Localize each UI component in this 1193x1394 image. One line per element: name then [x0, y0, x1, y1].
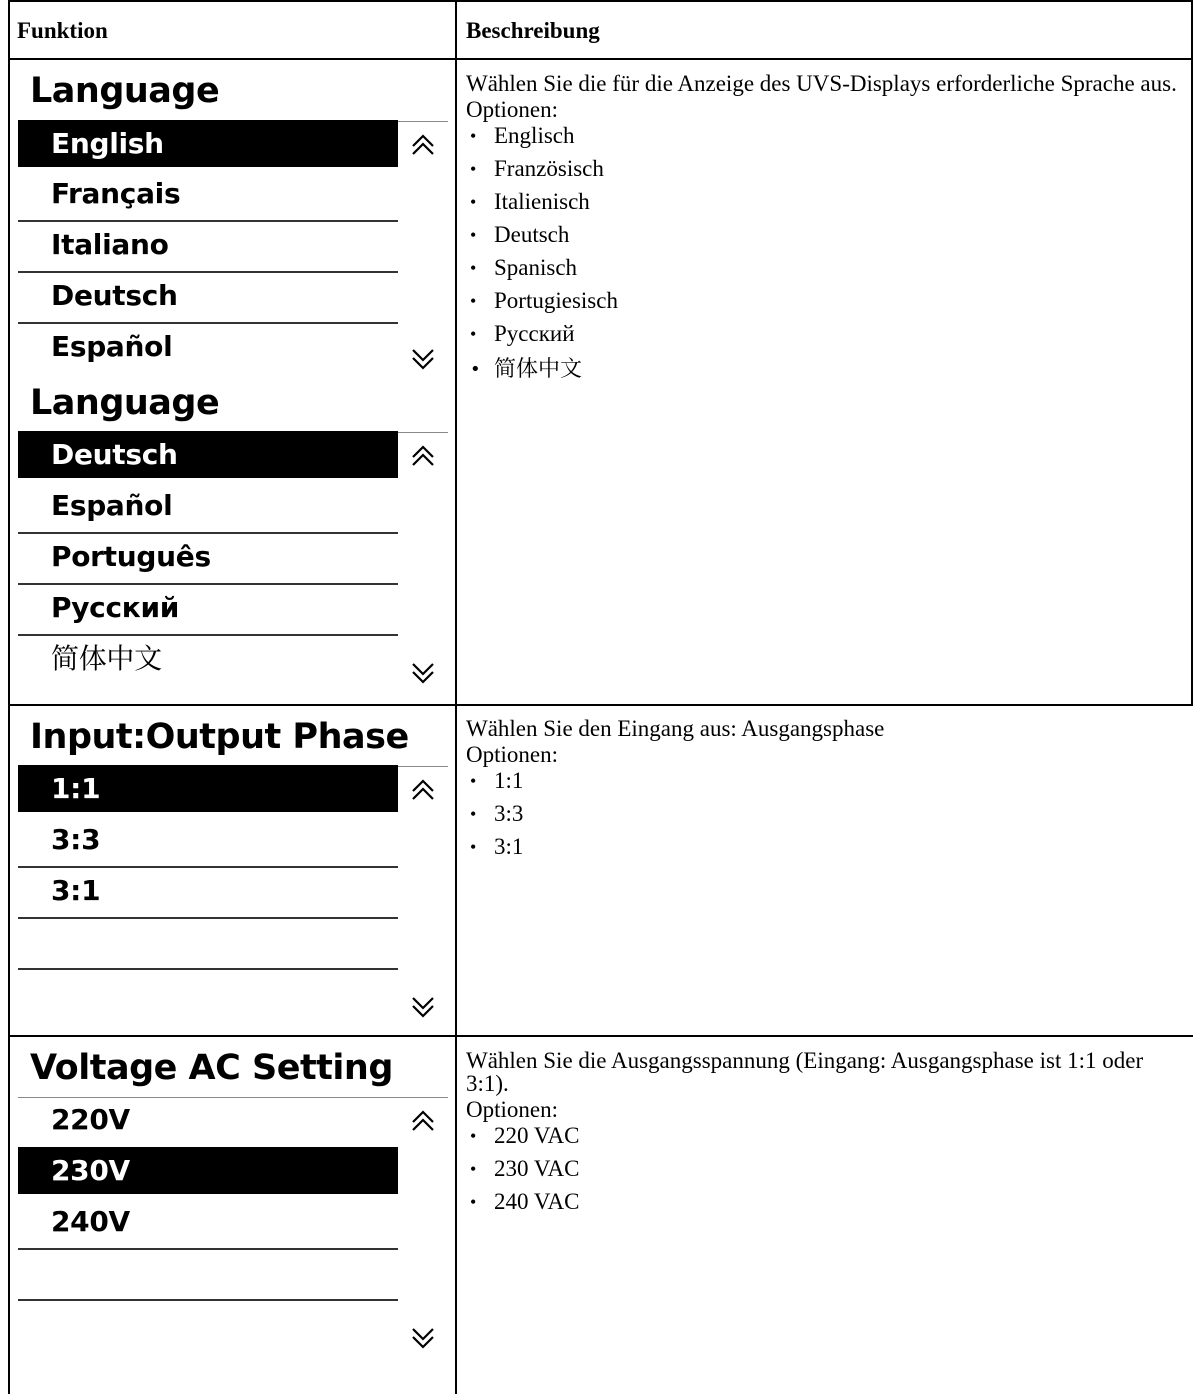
column-divider — [455, 0, 457, 1394]
description-voltage — [466, 1049, 1188, 1214]
chevron-double-up-icon[interactable] — [410, 443, 436, 469]
option-francais[interactable]: Français — [51, 177, 181, 210]
option-english[interactable]: English — [18, 120, 398, 167]
chevron-double-down-icon[interactable] — [410, 994, 436, 1020]
row-divider-1 — [8, 704, 1193, 706]
screen-title: Language — [30, 71, 220, 111]
option-deutsch[interactable]: Deutsch — [18, 431, 398, 478]
options-list — [466, 124, 1188, 382]
list-item: • 3:3 — [466, 802, 1188, 826]
list-item: • 240 VAC — [466, 1190, 1188, 1214]
header-description: Beschreibung — [466, 18, 600, 43]
option-deutsch[interactable]: Deutsch — [51, 279, 178, 312]
list-item: • Portugiesisch — [466, 289, 1188, 313]
option-portugues[interactable]: Português — [51, 540, 211, 573]
list-item: • Italienisch — [466, 190, 1188, 214]
option-empty — [18, 969, 398, 1016]
list-item: • Spanisch — [466, 256, 1188, 280]
chevron-double-up-icon[interactable] — [410, 777, 436, 803]
voltage-screen — [18, 1043, 448, 1361]
list-item: • Französisch — [466, 157, 1188, 181]
list-item: • Русский — [466, 322, 1188, 346]
option-chinese[interactable]: 简体中文 — [51, 642, 162, 675]
options-list — [466, 1124, 1188, 1214]
chevron-double-down-icon[interactable] — [410, 1325, 436, 1351]
list-item: • 简体中文 — [466, 358, 1188, 382]
description-intro: Wählen Sie die für die Anzeige des UVS-Displays erforderliche Sprache aus. — [466, 71, 1177, 96]
screen-title: Voltage AC Setting — [30, 1048, 393, 1088]
language-screen-1 — [18, 66, 448, 374]
list-item: • 1:1 — [466, 769, 1188, 793]
option-empty — [18, 1249, 398, 1296]
option-italiano[interactable]: Italiano — [51, 228, 169, 261]
header-divider — [8, 58, 1193, 60]
row-divider-2 — [8, 1035, 1193, 1037]
option-empty — [18, 918, 398, 965]
table-border-left — [8, 0, 10, 1394]
screen-title: Language — [30, 383, 220, 423]
description-language — [466, 72, 1188, 382]
option-1-1[interactable]: 1:1 — [18, 765, 398, 812]
list-item: • Deutsch — [466, 223, 1188, 247]
header-function: Funktion — [17, 18, 108, 43]
screen-title: Input:Output Phase — [30, 717, 409, 757]
description-intro: Wählen Sie den Eingang aus: Ausgangsphase — [466, 716, 885, 741]
chevron-double-down-icon[interactable] — [410, 346, 436, 372]
table-border-top — [8, 0, 1193, 2]
option-russian[interactable]: Русский — [51, 591, 180, 624]
option-240v[interactable]: 240V — [51, 1205, 130, 1238]
description-phase — [466, 717, 1188, 859]
list-item: • 220 VAC — [466, 1124, 1188, 1148]
option-3-1[interactable]: 3:1 — [51, 874, 101, 907]
option-empty — [18, 1300, 398, 1347]
options-label: Optionen: — [466, 97, 558, 122]
option-230v[interactable]: 230V — [18, 1147, 398, 1194]
options-label: Optionen: — [466, 742, 558, 767]
description-intro: Wählen Sie die Ausgangsspannung (Eingang: Ausgangsphase ist 1:1 oder 3:1). — [466, 1048, 1144, 1096]
chevron-double-up-icon[interactable] — [410, 132, 436, 158]
option-3-3[interactable]: 3:3 — [51, 823, 101, 856]
chevron-double-down-icon[interactable] — [410, 660, 436, 686]
language-screen-2 — [18, 378, 448, 696]
list-item: • Englisch — [466, 124, 1188, 148]
list-item: • 230 VAC — [466, 1157, 1188, 1181]
list-item: • 3:1 — [466, 835, 1188, 859]
option-espanol[interactable]: Español — [51, 489, 173, 522]
option-220v[interactable]: 220V — [51, 1103, 130, 1136]
option-espanol[interactable]: Español — [51, 330, 173, 363]
chevron-double-up-icon[interactable] — [410, 1108, 436, 1134]
options-list — [466, 769, 1188, 859]
phase-screen — [18, 712, 448, 1030]
options-label: Optionen: — [466, 1097, 558, 1122]
